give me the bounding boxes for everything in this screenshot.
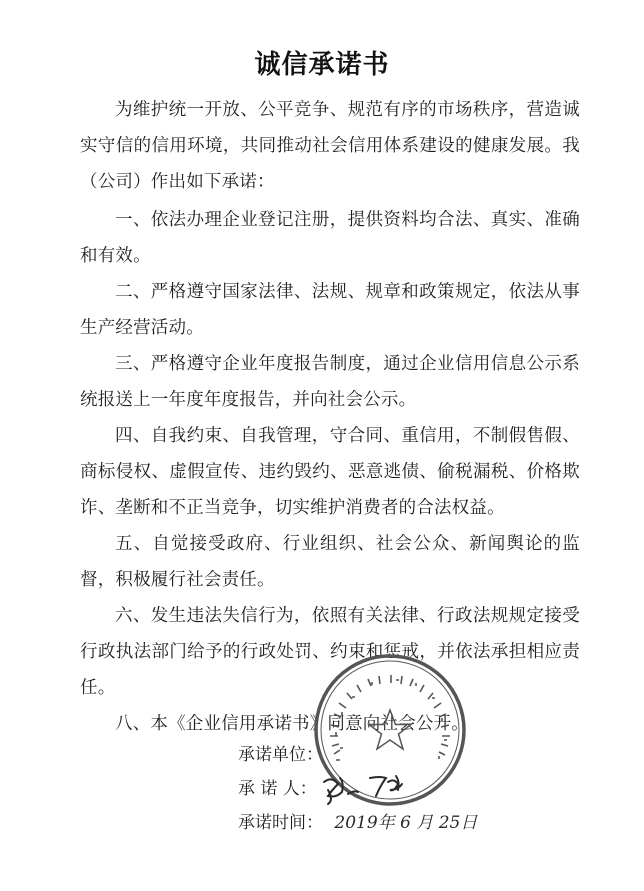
time-value: 2019年 6 月 25日 (334, 813, 478, 833)
time-label: 承诺时间： (238, 813, 323, 833)
unit-label: 承诺单位： (238, 745, 323, 765)
intro-paragraph: 为维护统一开放、公平竞争、规范有序的市场秩序，营造诚实守信的信用环境，共同推动社会信用体系建设的健康发展。我（公司）作出如下承诺： (80, 100, 580, 192)
document-body (80, 92, 580, 742)
commitment-item-1: 一、依法办理企业登记注册，提供资料均合法、真实、准确和有效。 (80, 210, 580, 266)
document-title: 诚信承诺书 (254, 50, 390, 80)
handwritten-signature (318, 768, 414, 810)
commitment-item-6: 六、发生违法失信行为，依照有关法律、行政法规规定接受行政执法部门给予的行政处罚、约束和惩戒，并依法承担相应责任。 (80, 606, 580, 698)
commitment-item-5: 五、自觉接受政府、行业组织、社会公众、新闻舆论的监督，积极履行社会责任。 (80, 534, 580, 590)
commitment-item-3: 三、严格遵守企业年度报告制度，通过企业信用信息公示系统报送上一年度年度报告，并向社会公示。 (80, 354, 580, 410)
signature-unit (238, 740, 323, 765)
signature-date (238, 808, 477, 833)
signature-person (238, 774, 317, 799)
person-label: 承 诺 人： (238, 779, 317, 799)
commitment-item-8: 八、本《企业信用承诺书》同意向社会公开。 (115, 714, 469, 734)
commitment-item-4: 四、自我约束、自我管理，守合同、重信用，不制假售假、商标侵权、虚假宣传、违约毁约、恶意逃债、偷税漏税、价格欺诈、垄断和不正当竞争，切实维护消费者的合法权益。 (80, 426, 580, 518)
commitment-item-2: 二、严格遵守国家法律、法规、规章和政策规定，依法从事生产经营活动。 (80, 282, 580, 338)
